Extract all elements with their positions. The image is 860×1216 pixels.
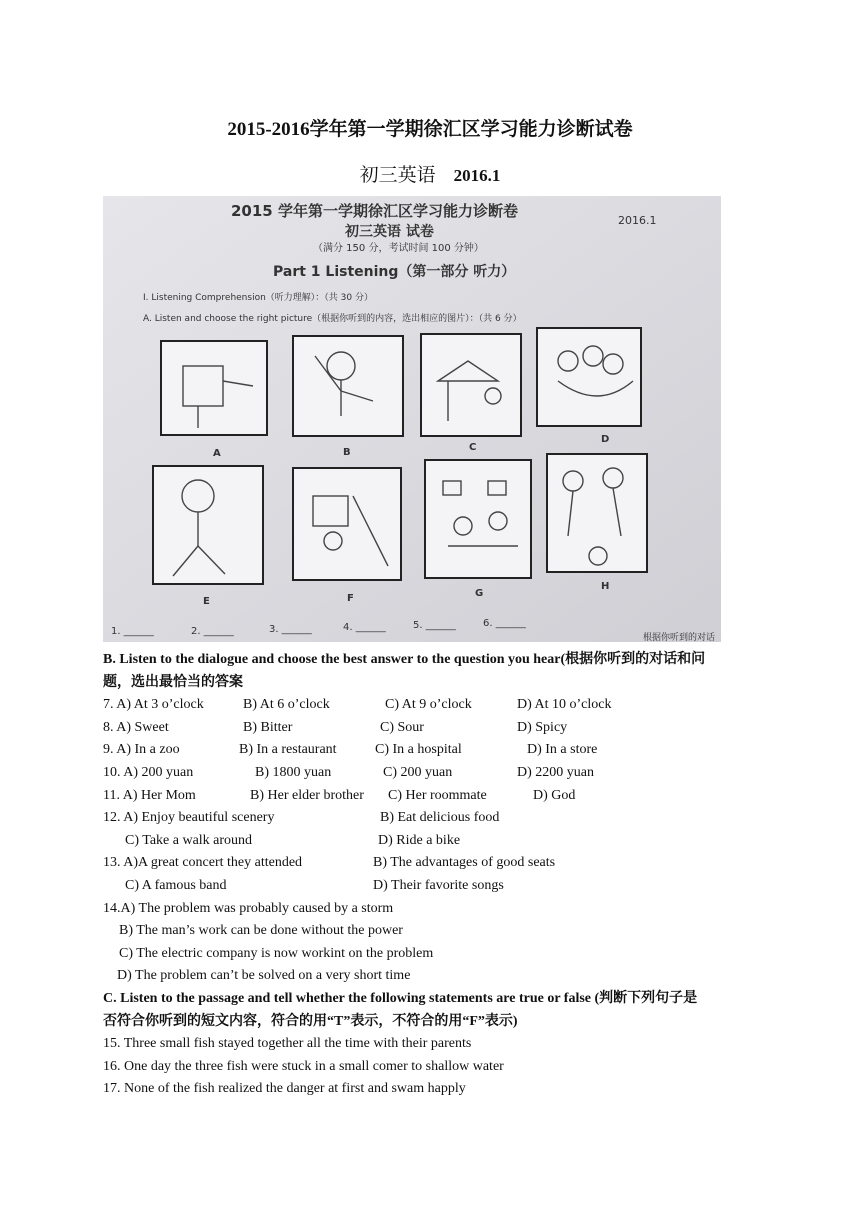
q13-d: D) Their favorite songs <box>373 877 504 893</box>
picture-a <box>161 341 267 435</box>
q9-d: D) In a store <box>527 742 598 758</box>
blank-5: 5. ______ <box>413 620 456 631</box>
photo-date: 2016.1 <box>618 214 657 227</box>
statement-17: 17. None of the fish realized the danger at first and swam happly <box>103 1081 466 1097</box>
q12-d: D) Ride a bike <box>378 832 461 848</box>
question-7 <box>103 694 763 717</box>
picture-h <box>547 454 647 572</box>
picture-label-a: A <box>213 448 221 459</box>
q10-d: D) 2200 yuan <box>517 764 594 780</box>
picture-g <box>425 460 531 578</box>
q13-c: C) A famous band <box>125 877 227 893</box>
picture-label-h: H <box>601 581 610 592</box>
q9-b: B) In a restaurant <box>239 742 337 758</box>
q13-b: B) The advantages of good seats <box>373 855 556 871</box>
page-subtitle <box>0 160 860 187</box>
question-14-b <box>103 920 763 943</box>
q7-a: 7. A) At 3 o’clock <box>103 697 204 713</box>
statement-16: 16. One day the three fish were stuck in a small comer to shallow water <box>103 1058 504 1074</box>
section-c-header: C. Listen to the passage and tell whether the following statements are true or false (判断下列句子是 <box>103 990 698 1006</box>
picture-d <box>537 328 641 426</box>
picture-label-b: B <box>343 447 351 458</box>
q12-a: 12. A) Enjoy beautiful scenery <box>103 810 275 826</box>
q9-c: C) In a hospital <box>375 742 462 758</box>
photo-note: （满分 150 分，考试时间 100 分钟） <box>313 243 484 254</box>
question-11 <box>103 785 763 808</box>
q12-c: C) Take a walk around <box>125 832 253 848</box>
section-b-header: B. Listen to the dialogue and choose the best answer to the question you hear(根据你听到的对话和问 <box>103 652 706 667</box>
q12-b: B) Eat delicious food <box>380 810 500 826</box>
q11-c: C) Her roommate <box>388 787 487 803</box>
blank-1: 1. ______ <box>111 626 154 637</box>
photo-secA: A. Listen and choose the right picture（根据你听到的内容，选出相应的图片）：（共 6 分） <box>143 314 522 324</box>
photo-corner: 根据你听到的对话 <box>643 633 716 642</box>
q7-d: D) At 10 o’clock <box>517 697 612 713</box>
exam-date: 2016.1 <box>453 166 501 185</box>
q11-a: 11. A) Her Mom <box>103 787 196 803</box>
subject: 初三英语 <box>359 165 436 186</box>
blank-6: 6. ______ <box>483 618 526 629</box>
question-12-cont <box>103 830 763 853</box>
q13-a: 13. A)A great concert they attended <box>103 855 303 871</box>
photo-sec1: I. Listening Comprehension（听力理解）：（共 30 分） <box>143 293 373 303</box>
question-12 <box>103 807 763 830</box>
question-14-c <box>103 943 763 966</box>
picture-c <box>421 334 521 436</box>
q14-a: 14.A) The problem was probably caused by a storm <box>103 900 394 916</box>
picture-label-c: C <box>469 442 477 453</box>
q11-d: D) God <box>533 787 576 803</box>
picture-b <box>293 336 403 436</box>
question-9 <box>103 739 763 762</box>
picture-label-f: F <box>347 593 354 604</box>
q11-b: B) Her elder brother <box>250 787 364 803</box>
photo-header2: 初三英语 试卷 <box>345 224 434 240</box>
section-b <box>103 649 763 1101</box>
picture-label-d: D <box>601 434 610 445</box>
picture-label-e: E <box>203 596 210 607</box>
section-b-header-cont: 题，选出最恰当的答案 <box>103 674 243 690</box>
question-10 <box>103 762 763 785</box>
section-c-header-cont: 否符合你听到的短文内容，符合的用“T”表示，不符合的用“F”表示) <box>103 1013 518 1029</box>
q14-d: D) The problem can’t be solved on a very short time <box>117 968 411 984</box>
q10-a: 10. A) 200 yuan <box>103 764 194 780</box>
picture-f <box>293 468 401 580</box>
blank-2: 2. ______ <box>191 626 234 637</box>
q10-b: B) 1800 yuan <box>255 764 332 780</box>
q8-a: 8. A) Sweet <box>103 719 169 735</box>
q8-d: D) Spicy <box>517 719 568 735</box>
question-8 <box>103 717 763 740</box>
question-13-cont <box>103 875 763 898</box>
picture-label-g: G <box>475 588 484 599</box>
q9-a: 9. A) In a zoo <box>103 742 180 758</box>
q14-c: C) The electric company is now workint on the problem <box>119 945 434 961</box>
q8-c: C) Sour <box>380 719 424 735</box>
q7-b: B) At 6 o’clock <box>243 697 330 713</box>
question-14 <box>103 898 763 921</box>
photo-header1: 2015 学年第一学期徐汇区学习能力诊断卷 <box>231 202 518 220</box>
question-13 <box>103 852 763 875</box>
q7-c: C) At 9 o’clock <box>385 697 472 713</box>
page-title: 2015-2016学年第一学期徐汇区学习能力诊断试卷 <box>227 119 633 140</box>
q14-b: B) The man’s work can be done without the power <box>119 923 403 939</box>
exam-photo <box>103 196 721 642</box>
statement-15: 15. Three small fish stayed together all the time with their parents <box>103 1036 472 1052</box>
photo-part: Part 1 Listening（第一部分 听力） <box>273 264 516 280</box>
blank-3: 3. ______ <box>269 624 312 635</box>
blank-4: 4. ______ <box>343 622 386 633</box>
q8-b: B) Bitter <box>243 719 293 735</box>
question-14-d <box>103 965 763 988</box>
q10-c: C) 200 yuan <box>383 764 453 780</box>
